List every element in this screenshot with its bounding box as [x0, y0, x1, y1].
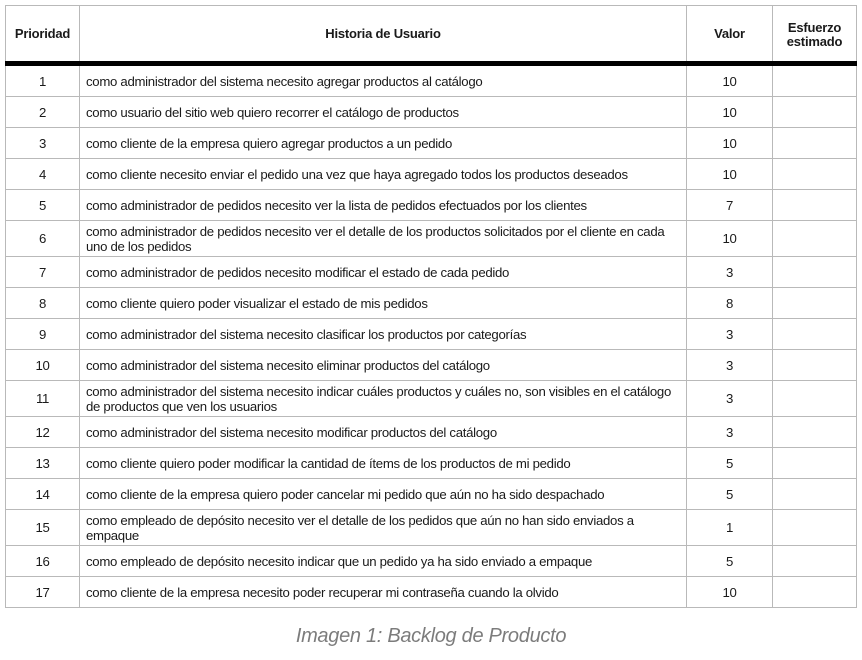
- cell-prioridad: 4: [6, 159, 80, 190]
- cell-valor: 10: [687, 221, 773, 257]
- cell-esfuerzo: [773, 257, 857, 288]
- figure-caption: Imagen 1: Backlog de Producto: [295, 625, 567, 647]
- table-row: [6, 381, 857, 417]
- table-row: [6, 221, 857, 257]
- table-row: [6, 64, 857, 97]
- cell-esfuerzo: [773, 159, 857, 190]
- cell-valor: 3: [687, 319, 773, 350]
- cell-historia: como cliente quiero poder modificar la cantidad de ítems de los productos de mi pedido: [80, 448, 687, 479]
- cell-prioridad: 15: [6, 510, 80, 546]
- cell-valor: 3: [687, 381, 773, 417]
- table-row: [6, 546, 857, 577]
- cell-historia: como administrador del sistema necesito eliminar productos del catálogo: [80, 350, 687, 381]
- cell-esfuerzo: [773, 288, 857, 319]
- cell-prioridad: 2: [6, 97, 80, 128]
- cell-esfuerzo: [773, 97, 857, 128]
- cell-valor: 7: [687, 190, 773, 221]
- cell-valor: 5: [687, 479, 773, 510]
- cell-prioridad: 16: [6, 546, 80, 577]
- cell-esfuerzo: [773, 510, 857, 546]
- cell-esfuerzo: [773, 350, 857, 381]
- cell-esfuerzo: [773, 546, 857, 577]
- cell-prioridad: 7: [6, 257, 80, 288]
- table-row: [6, 128, 857, 159]
- cell-historia: como empleado de depósito necesito ver el detalle de los pedidos que aún no han sido enviados a empaque: [80, 510, 687, 546]
- table-row: [6, 479, 857, 510]
- table-body: [6, 64, 857, 608]
- cell-historia: como administrador del sistema necesito agregar productos al catálogo: [80, 64, 687, 97]
- cell-valor: 3: [687, 417, 773, 448]
- table-row: [6, 257, 857, 288]
- cell-historia: como administrador del sistema necesito indicar cuáles productos y cuáles no, son visibles en el catálogo de productos que ven los usuarios: [80, 381, 687, 417]
- cell-historia: como administrador de pedidos necesito modificar el estado de cada pedido: [80, 257, 687, 288]
- cell-esfuerzo: [773, 64, 857, 97]
- cell-esfuerzo: [773, 577, 857, 608]
- cell-prioridad: 1: [6, 64, 80, 97]
- header-row: [6, 6, 857, 64]
- cell-historia: como usuario del sitio web quiero recorrer el catálogo de productos: [80, 97, 687, 128]
- cell-prioridad: 9: [6, 319, 80, 350]
- cell-valor: 10: [687, 128, 773, 159]
- header-prioridad: Prioridad: [6, 6, 80, 64]
- cell-historia: como cliente de la empresa quiero poder cancelar mi pedido que aún no ha sido despachado: [80, 479, 687, 510]
- table-row: [6, 190, 857, 221]
- cell-esfuerzo: [773, 479, 857, 510]
- cell-valor: 10: [687, 577, 773, 608]
- cell-esfuerzo: [773, 381, 857, 417]
- cell-historia: como administrador de pedidos necesito ver el detalle de los productos solicitados por el cliente en cada uno de los pedidos: [80, 221, 687, 257]
- header-esfuerzo-line1: Esfuerzo: [787, 19, 842, 35]
- cell-prioridad: 10: [6, 350, 80, 381]
- table-row: [6, 159, 857, 190]
- product-backlog-table: [5, 5, 857, 608]
- table-row: [6, 577, 857, 608]
- cell-historia: como empleado de depósito necesito indicar que un pedido ya ha sido enviado a empaque: [80, 546, 687, 577]
- table-row: [6, 288, 857, 319]
- cell-historia: como administrador del sistema necesito modificar productos del catálogo: [80, 417, 687, 448]
- cell-prioridad: 11: [6, 381, 80, 417]
- cell-prioridad: 12: [6, 417, 80, 448]
- cell-valor: 10: [687, 64, 773, 97]
- cell-valor: 3: [687, 350, 773, 381]
- cell-historia: como cliente quiero poder visualizar el estado de mis pedidos: [80, 288, 687, 319]
- cell-valor: 3: [687, 257, 773, 288]
- cell-valor: 10: [687, 97, 773, 128]
- header-valor: Valor: [687, 6, 773, 64]
- cell-prioridad: 13: [6, 448, 80, 479]
- cell-esfuerzo: [773, 128, 857, 159]
- cell-esfuerzo: [773, 417, 857, 448]
- cell-historia: como administrador del sistema necesito clasificar los productos por categorías: [80, 319, 687, 350]
- cell-esfuerzo: [773, 319, 857, 350]
- cell-valor: 5: [687, 546, 773, 577]
- table-row: [6, 319, 857, 350]
- cell-esfuerzo: [773, 190, 857, 221]
- cell-prioridad: 5: [6, 190, 80, 221]
- cell-valor: 10: [687, 159, 773, 190]
- table-header: [6, 6, 857, 64]
- header-historia: Historia de Usuario: [80, 6, 687, 64]
- cell-esfuerzo: [773, 448, 857, 479]
- cell-valor: 1: [687, 510, 773, 546]
- cell-esfuerzo: [773, 221, 857, 257]
- header-esfuerzo: [773, 6, 857, 64]
- table-row: [6, 417, 857, 448]
- table-row: [6, 448, 857, 479]
- cell-prioridad: 8: [6, 288, 80, 319]
- cell-historia: como cliente necesito enviar el pedido una vez que haya agregado todos los productos deseados: [80, 159, 687, 190]
- cell-prioridad: 3: [6, 128, 80, 159]
- table-row: [6, 350, 857, 381]
- table-row: [6, 97, 857, 128]
- cell-historia: como cliente de la empresa necesito poder recuperar mi contraseña cuando la olvido: [80, 577, 687, 608]
- cell-historia: como administrador de pedidos necesito ver la lista de pedidos efectuados por los clientes: [80, 190, 687, 221]
- header-esfuerzo-line2: estimado: [786, 33, 843, 49]
- cell-prioridad: 14: [6, 479, 80, 510]
- cell-valor: 8: [687, 288, 773, 319]
- cell-valor: 5: [687, 448, 773, 479]
- cell-prioridad: 6: [6, 221, 80, 257]
- cell-prioridad: 17: [6, 577, 80, 608]
- cell-historia: como cliente de la empresa quiero agregar productos a un pedido: [80, 128, 687, 159]
- table-row: [6, 510, 857, 546]
